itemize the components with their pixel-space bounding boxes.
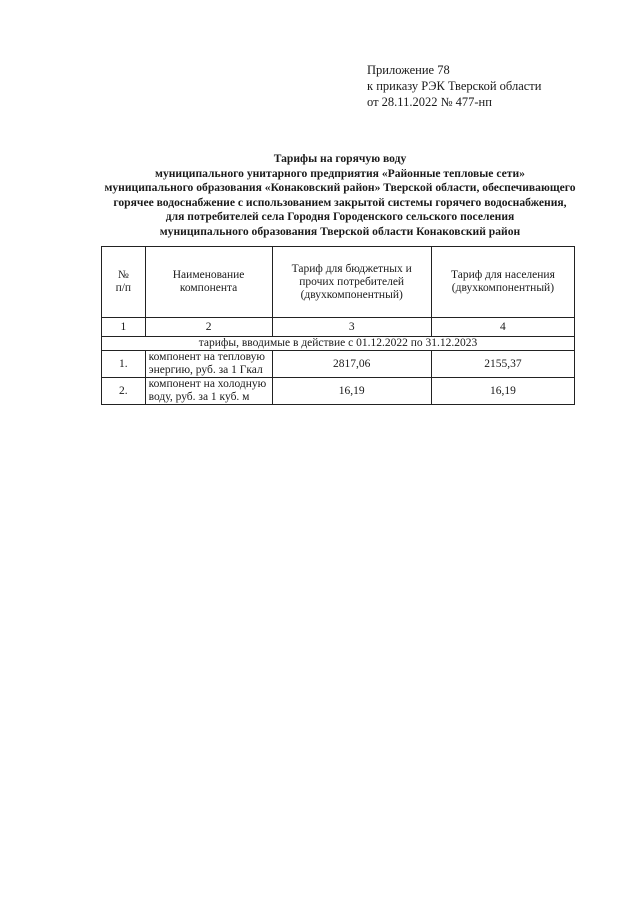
row-budget-value: 16,19 xyxy=(272,378,431,405)
header-population-tariff xyxy=(431,247,574,318)
annex-order: к приказу РЭК Тверской области xyxy=(367,79,542,93)
column-number: 1 xyxy=(102,318,146,337)
annex-reference xyxy=(367,62,541,110)
title-line: Тарифы на горячую воду xyxy=(273,152,407,165)
row-component-line: энергию, руб. за 1 Гкал xyxy=(148,364,263,376)
tariff-table xyxy=(101,246,575,405)
column-number: 4 xyxy=(431,318,574,337)
title-line: муниципального образования «Конаковский район» Тверской области, обеспечивающего xyxy=(104,181,576,195)
annex-number: Приложение 78 xyxy=(367,63,450,77)
title-line: для потребителей села Городня Городенского сельского поселения xyxy=(165,210,515,224)
header-population-line: Тариф для населения xyxy=(450,269,555,281)
header-component-name xyxy=(145,247,272,318)
table-row xyxy=(102,378,575,405)
row-component-line: компонент на холодную xyxy=(148,378,267,390)
row-number: 1. xyxy=(102,351,146,378)
header-number-line: п/п xyxy=(115,282,132,294)
table-row xyxy=(102,351,575,378)
header-budget-tariff xyxy=(272,247,431,318)
annex-date: от 28.11.2022 № 477-нп xyxy=(367,95,492,109)
header-population-line: (двухкомпонентный) xyxy=(451,282,555,294)
period-text: тарифы, вводимые в действие с 01.12.2022 по 31.12.2023 xyxy=(102,337,575,351)
row-budget-value: 2817,06 xyxy=(272,351,431,378)
header-name-line: Наименование xyxy=(172,269,245,281)
column-number: 3 xyxy=(272,318,431,337)
row-population-value: 2155,37 xyxy=(431,351,574,378)
title-line: горячее водоснабжение с использованием закрытой системы горячего водоснабжения, xyxy=(113,195,567,209)
header-budget-line: прочих потребителей xyxy=(299,275,405,288)
row-component-line: воду, руб. за 1 куб. м xyxy=(148,391,250,403)
header-number-line: № xyxy=(117,269,129,281)
column-number: 2 xyxy=(145,318,272,337)
row-component-line: компонент на тепловую xyxy=(148,351,265,363)
table-header-row xyxy=(102,247,575,318)
column-number-row xyxy=(102,318,575,337)
row-population-value: 16,19 xyxy=(431,378,574,405)
period-row xyxy=(102,337,575,351)
header-name-line: компонента xyxy=(179,282,238,294)
title-line: муниципального унитарного предприятия «Районные тепловые сети» xyxy=(155,166,525,180)
title-line: муниципального образования Тверской области Конаковский район xyxy=(159,224,521,238)
header-budget-line: (двухкомпонентный) xyxy=(300,288,403,301)
header-number xyxy=(102,247,146,318)
row-number: 2. xyxy=(102,378,146,405)
row-component xyxy=(145,351,272,378)
row-component xyxy=(145,378,272,405)
document-title xyxy=(90,152,590,240)
header-budget-line: Тариф для бюджетных и xyxy=(291,262,412,275)
